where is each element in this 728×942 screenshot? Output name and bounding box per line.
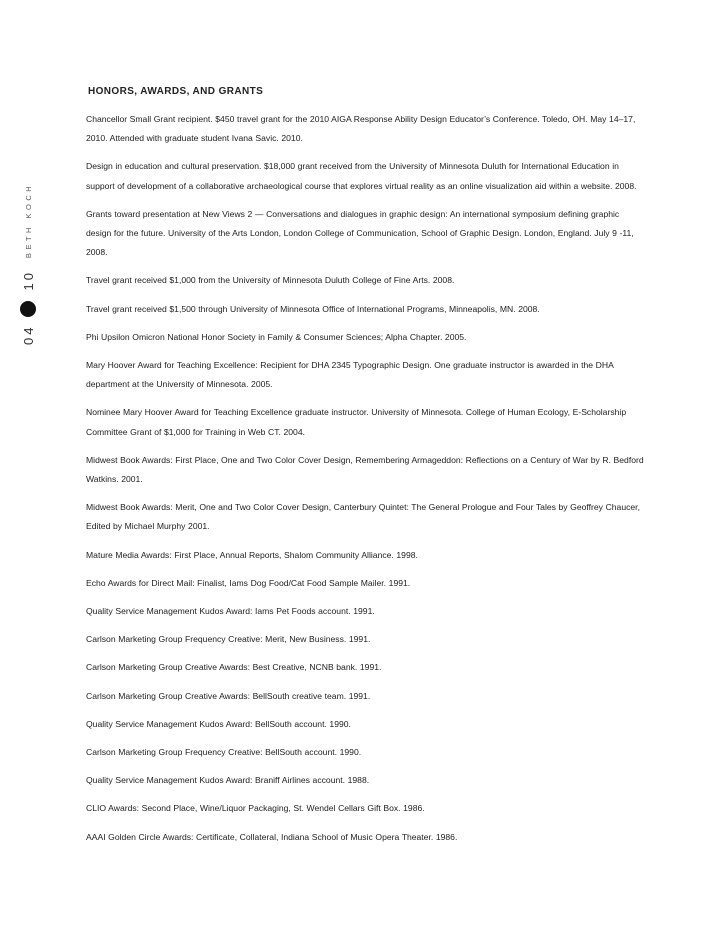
page-number-start: 04	[20, 324, 36, 345]
award-entry: Midwest Book Awards: Merit, One and Two Color Cover Design, Canterbury Quintet: The General Prologue and Four Tales by Geoffrey Chaucer, Edited by Michael Murphy 2001.	[86, 502, 640, 532]
award-entry: Phi Upsilon Omicron National Honor Society in Family & Consumer Sciences; Alpha Chapter. 2005.	[86, 331, 467, 342]
award-entry: Echo Awards for Direct Mail: Finalist, Iams Dog Food/Cat Food Sample Mailer. 1991.	[86, 577, 411, 588]
award-entry: Travel grant received $1,000 from the University of Minnesota Duluth College of Fine Arts. 2008.	[86, 275, 455, 286]
award-entry: Carlson Marketing Group Frequency Creative: Merit, New Business. 1991.	[86, 634, 371, 645]
award-entry: Quality Service Management Kudos Award: Iams Pet Foods account. 1991.	[86, 606, 375, 617]
page-number-end: 10	[20, 270, 36, 291]
award-entry: Carlson Marketing Group Frequency Creative: BellSouth account. 1990.	[86, 747, 362, 758]
award-entry: Travel grant received $1,500 through University of Minnesota Office of International Programs, Minneapolis, MN. 2008.	[86, 303, 540, 314]
award-entry: CLIO Awards: Second Place, Wine/Liquor Packaging, St. Wendel Cellars Gift Box. 1986.	[86, 803, 425, 814]
award-entry: Midwest Book Awards: First Place, One and Two Color Cover Design, Remembering Armageddon: Reflections on a Century of War by R. Bedford Watkins. 2001.	[86, 454, 644, 485]
award-entry: Nominee Mary Hoover Award for Teaching Excellence graduate instructor. University of Minnesota. College of Human Ecology, E-Scholarship Committee Grant of $1,000 for Training in Web CT. 2004.	[86, 407, 627, 437]
award-entry: Design in education and cultural preservation. $18,000 grant received from the University of Minnesota Duluth for International Education in support of development of a collaborative archaeological course that explores virtual reality as an online visualization aid within a website. 2008.	[86, 161, 637, 191]
award-entry: Quality Service Management Kudos Award: Braniff Airlines account. 1988.	[86, 775, 370, 786]
award-entry: Mature Media Awards: First Place, Annual Reports, Shalom Community Alliance. 1998.	[86, 549, 418, 560]
award-entry: Grants toward presentation at New Views 2 — Conversations and dialogues in graphic design: An international symposium defining graphic design for the future. University of the Arts London, London College of Communication, School of Graphic Design. London, England. July 9 -11, 2008.	[86, 208, 634, 258]
award-entry: Carlson Marketing Group Creative Awards: Best Creative, NCNB bank. 1991.	[86, 662, 382, 673]
document-body	[86, 86, 646, 856]
award-entry: AAAI Golden Circle Awards: Certificate, Collateral, Indiana School of Music Opera Theater. 1986.	[86, 831, 458, 842]
award-entry: Carlson Marketing Group Creative Awards: BellSouth creative team. 1991.	[86, 690, 371, 701]
section-heading: HONORS, AWARDS, AND GRANTS	[88, 86, 264, 97]
award-entry: Chancellor Small Grant recipient. $450 travel grant for the 2010 AIGA Response Ability Design Educator’s Conference. Toledo, OH. May 14–17, 2010. Attended with graduate student Ivana Savic. 2010.	[86, 114, 636, 144]
author-name: BETH KOCH	[23, 182, 33, 259]
award-entry: Mary Hoover Award for Teaching Excellence: Recipient for DHA 2345 Typographic Design. One graduate instructor is awarded in the DHA department at the University of Minnesota. 2005.	[86, 360, 614, 390]
bullet-dot-icon	[20, 301, 36, 317]
page-sidebar	[16, 5, 40, 345]
award-entry: Quality Service Management Kudos Award: BellSouth account. 1990.	[86, 718, 351, 729]
